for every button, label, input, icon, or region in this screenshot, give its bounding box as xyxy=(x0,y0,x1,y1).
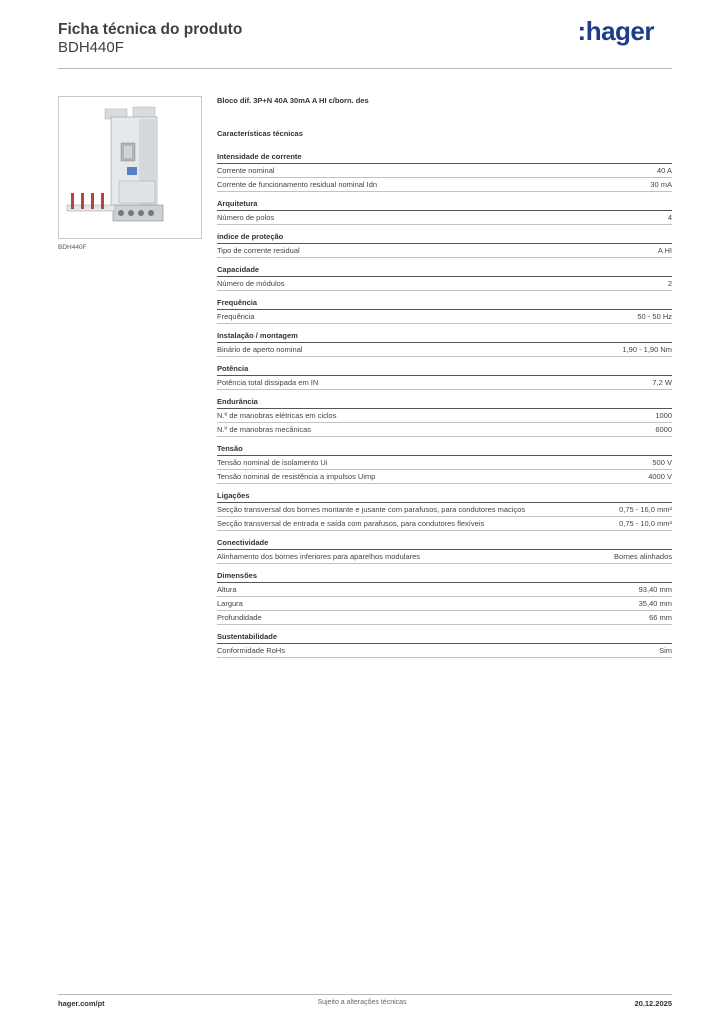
spec-row xyxy=(217,470,672,484)
spec-group-title: Arquitetura xyxy=(217,198,672,211)
spec-value: 66 mm xyxy=(649,613,672,622)
spec-row xyxy=(217,164,672,178)
spec-row xyxy=(217,310,672,324)
product-image xyxy=(58,96,202,239)
section-title: Características técnicas xyxy=(217,129,303,138)
spec-value: 500 V xyxy=(652,458,672,467)
page-title: Ficha técnica do produto xyxy=(58,21,243,38)
spec-value: 6000 xyxy=(655,425,672,434)
spec-group-title: Potência xyxy=(217,363,672,376)
spec-label: N.º de manobras elétricas em ciclos xyxy=(217,411,337,420)
spec-value: 93,40 mm xyxy=(638,585,672,594)
spec-group xyxy=(217,631,672,658)
spec-value: 1000 xyxy=(655,411,672,420)
spec-row xyxy=(217,178,672,192)
spec-groups xyxy=(217,151,672,658)
spec-label: Secção transversal dos bornes montante e jusante com parafusos, para condutores maciços xyxy=(217,505,526,514)
spec-row xyxy=(217,409,672,423)
spec-group xyxy=(217,330,672,357)
spec-row xyxy=(217,597,672,611)
footer-divider xyxy=(58,994,672,995)
spec-group xyxy=(217,443,672,484)
spec-label: Corrente de funcionamento residual nominal Idn xyxy=(217,180,378,189)
spec-row xyxy=(217,456,672,470)
spec-label: Número de polos xyxy=(217,213,275,222)
spec-content xyxy=(217,95,672,664)
spec-group xyxy=(217,297,672,324)
spec-group-title: Frequência xyxy=(217,297,672,310)
image-caption: BDH440F xyxy=(58,244,87,251)
spec-group-title: Intensidade de corrente xyxy=(217,151,672,164)
spec-label: Profundidade xyxy=(217,613,262,622)
spec-row xyxy=(217,503,672,517)
spec-value: 0,75 - 16,0 mm² xyxy=(619,505,672,514)
spec-row xyxy=(217,611,672,625)
spec-group xyxy=(217,198,672,225)
spec-label: Binário de aperto nominal xyxy=(217,345,303,354)
spec-label: Potência total dissipada em IN xyxy=(217,378,319,387)
spec-row xyxy=(217,376,672,390)
spec-group-title: Tensão xyxy=(217,443,672,456)
spec-row xyxy=(217,423,672,437)
spec-group xyxy=(217,396,672,437)
spec-row xyxy=(217,211,672,225)
spec-row xyxy=(217,550,672,564)
spec-value: 40 A xyxy=(656,166,672,175)
spec-label: Largura xyxy=(217,599,243,608)
spec-label: N.º de manobras mecânicas xyxy=(217,425,312,434)
spec-value: 2 xyxy=(667,279,672,288)
header-divider xyxy=(58,68,672,69)
spec-value: 35,40 mm xyxy=(638,599,672,608)
spec-group xyxy=(217,264,672,291)
footer-notice: Sujeito a alterações técnicas xyxy=(317,999,407,1006)
page-header xyxy=(58,20,242,57)
spec-label: Secção transversal de entrada e saída com parafusos, para condutores flexíveis xyxy=(217,519,485,528)
spec-row xyxy=(217,583,672,597)
spec-group-title: Ligações xyxy=(217,490,672,503)
spec-group xyxy=(217,537,672,564)
spec-group-title: índice de proteção xyxy=(217,231,672,244)
footer-website-link[interactable]: hager.com/pt xyxy=(58,999,105,1008)
spec-label: Altura xyxy=(217,585,237,594)
spec-row xyxy=(217,244,672,258)
hager-logo[interactable]: :hager xyxy=(577,16,654,46)
spec-value: 0,75 - 10,0 mm² xyxy=(619,519,672,528)
spec-value: 1,90 - 1,90 Nm xyxy=(622,345,672,354)
spec-label: Alinhamento dos bornes inferiores para aparelhos modulares xyxy=(217,552,421,561)
spec-label: Tipo de corrente residual xyxy=(217,246,300,255)
product-photo xyxy=(59,97,201,238)
spec-value: 30 mA xyxy=(650,180,672,189)
spec-group xyxy=(217,231,672,258)
spec-group xyxy=(217,490,672,531)
spec-value: 4 xyxy=(667,213,672,222)
spec-value: 7,2 W xyxy=(652,378,672,387)
spec-row xyxy=(217,517,672,531)
spec-group xyxy=(217,151,672,192)
spec-value: Bornes alinhados xyxy=(614,552,672,561)
spec-label: Corrente nominal xyxy=(217,166,275,175)
spec-value: 50 - 50 Hz xyxy=(637,312,672,321)
spec-group xyxy=(217,363,672,390)
spec-group-title: Instalação / montagem xyxy=(217,330,672,343)
spec-group-title: Dimensões xyxy=(217,570,672,583)
spec-group-title: Endurância xyxy=(217,396,672,409)
spec-label: Número de módulos xyxy=(217,279,285,288)
spec-label: Frequência xyxy=(217,312,255,321)
spec-group-title: Conectividade xyxy=(217,537,672,550)
spec-value: Sim xyxy=(659,646,672,655)
spec-row xyxy=(217,343,672,357)
spec-row xyxy=(217,644,672,658)
product-description: Bloco dif. 3P+N 40A 30mA A HI c/born. des xyxy=(217,96,369,105)
spec-label: Tensão nominal de resistência a impulsos Uimp xyxy=(217,472,376,481)
spec-value: 4000 V xyxy=(648,472,672,481)
product-code: BDH440F xyxy=(58,39,124,56)
spec-value: A HI xyxy=(657,246,672,255)
spec-label: Conformidade RoHs xyxy=(217,646,285,655)
spec-label: Tensão nominal de isolamento Ui xyxy=(217,458,328,467)
spec-group xyxy=(217,570,672,625)
spec-row xyxy=(217,277,672,291)
spec-group-title: Sustentabilidade xyxy=(217,631,672,644)
footer-date: 20.12.2025 xyxy=(634,999,672,1008)
spec-group-title: Capacidade xyxy=(217,264,672,277)
